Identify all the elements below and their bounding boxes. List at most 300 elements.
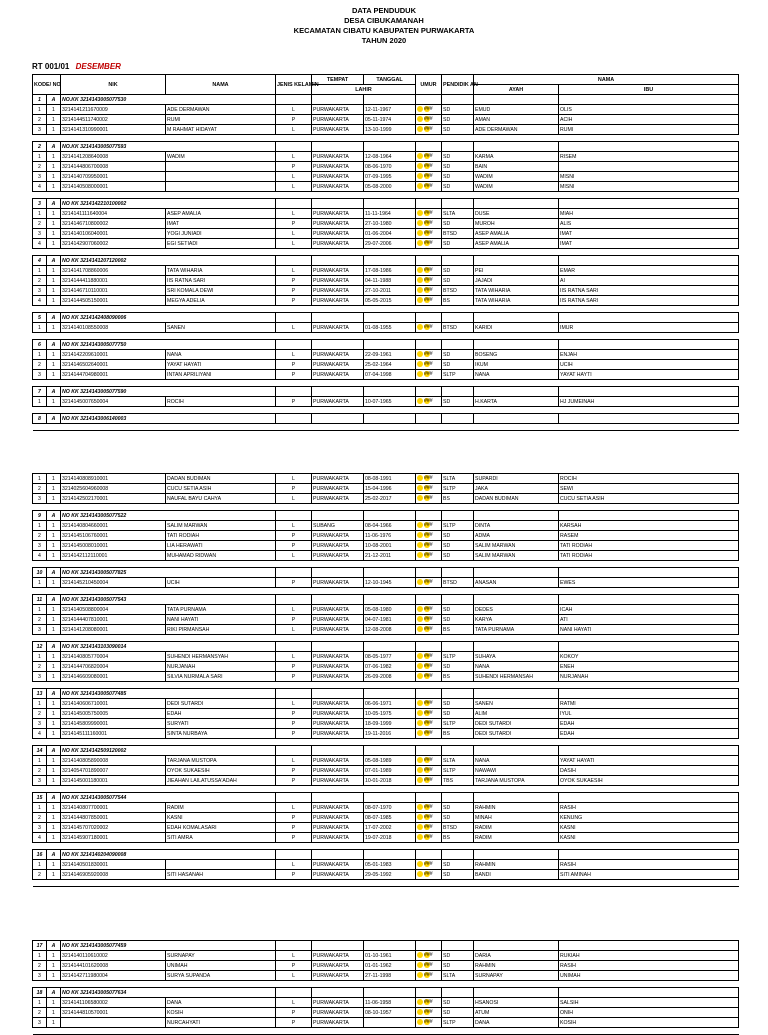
- education-cell: SD: [442, 397, 474, 407]
- spacer-cell: [33, 135, 47, 142]
- table-row: [33, 803, 739, 813]
- spacer-cell: [559, 135, 739, 142]
- spacer-cell: [47, 981, 61, 988]
- name-cell: WADIM: [166, 152, 276, 162]
- table-row: [33, 813, 739, 823]
- spacer-cell: [47, 504, 61, 511]
- age-cell: [416, 756, 442, 766]
- name-cell: NAUFAL BAYU CAHYA: [166, 494, 276, 504]
- empty-cell: [416, 988, 442, 998]
- father-cell: SURNAPAY: [474, 971, 559, 981]
- birthdate-cell: 29-05-1992: [364, 870, 416, 880]
- birthplace-cell: PURWAKARTA: [312, 860, 364, 870]
- age-cell: [416, 998, 442, 1008]
- row-code: 1: [47, 823, 61, 833]
- spacer-row: [33, 843, 739, 850]
- empty-cell: [474, 313, 559, 323]
- mother-cell: EMAR: [559, 266, 739, 276]
- spacer-cell: [364, 380, 416, 387]
- age-value: ###: [424, 371, 433, 378]
- row-no: 2: [33, 813, 47, 823]
- father-cell: WADIM: [474, 172, 559, 182]
- father-cell: KARMA: [474, 152, 559, 162]
- mother-cell: HJ JUMEINAH: [559, 397, 739, 407]
- nik-cell: 3214144407810001: [61, 615, 166, 625]
- empty-cell: [276, 387, 312, 397]
- nik-cell: 3214145809990001: [61, 719, 166, 729]
- empty-cell: [474, 793, 559, 803]
- nik-cell: 3214145707020002: [61, 823, 166, 833]
- empty-cell: [416, 199, 442, 209]
- gender-cell: L: [276, 350, 312, 360]
- father-cell: HSANOSI: [474, 998, 559, 1008]
- birthplace-cell: PURWAKARTA: [312, 531, 364, 541]
- spacer-cell: [312, 407, 364, 414]
- spacer-cell: [166, 682, 276, 689]
- father-cell: MUROH: [474, 219, 559, 229]
- family-kk-number: NO KK 3214143006140003: [61, 414, 276, 424]
- age-value: ###: [424, 277, 433, 284]
- row-no: 1: [33, 803, 47, 813]
- empty-cell: [442, 689, 474, 699]
- age-value: ###: [424, 673, 433, 680]
- nik-cell: 3214141106580002: [61, 998, 166, 1008]
- spacer-cell: [474, 407, 559, 414]
- spacer-cell: [364, 249, 416, 256]
- spacer-cell: [166, 635, 276, 642]
- mother-cell: EDAH: [559, 729, 739, 739]
- empty-cell: [364, 568, 416, 578]
- age-cell: [416, 229, 442, 239]
- education-cell: SD: [442, 615, 474, 625]
- spacer-cell: [559, 561, 739, 568]
- age-value: ###: [424, 542, 433, 549]
- birthdate-cell: 22-09-1961: [364, 350, 416, 360]
- empty-cell: [559, 689, 739, 699]
- spacer-row: [33, 135, 739, 142]
- spacer-cell: [276, 843, 312, 850]
- table-row: [33, 998, 739, 1008]
- nik-cell: 3214140709950001: [61, 172, 166, 182]
- age-cell: [416, 105, 442, 115]
- family-kk-number: NO KK 3214143005077544: [61, 793, 276, 803]
- father-cell: ANASAN: [474, 578, 559, 588]
- gender-cell: L: [276, 699, 312, 709]
- spacer-cell: [442, 635, 474, 642]
- age-value: ###: [424, 834, 433, 841]
- spacer-cell: [312, 192, 364, 199]
- row-no: 2: [33, 219, 47, 229]
- row-code: 1: [47, 152, 61, 162]
- spacer-cell: [364, 635, 416, 642]
- birthplace-cell: PURWAKARTA: [312, 397, 364, 407]
- education-cell: SD: [442, 813, 474, 823]
- row-code: 1: [47, 776, 61, 786]
- nik-cell: 3214145001180001: [61, 776, 166, 786]
- mother-cell: UCIH: [559, 360, 739, 370]
- birthdate-cell: 05-08-1989: [364, 756, 416, 766]
- birthdate-cell: 06-06-1971: [364, 699, 416, 709]
- row-code: 1: [47, 803, 61, 813]
- gender-cell: P: [276, 719, 312, 729]
- education-cell: SLTP: [442, 484, 474, 494]
- empty-cell: [442, 340, 474, 350]
- gender-cell: P: [276, 813, 312, 823]
- family-kk-number: NO KK 3214143005077485: [61, 689, 276, 699]
- education-cell: BS: [442, 494, 474, 504]
- age-cell: [416, 719, 442, 729]
- table-row: [33, 105, 739, 115]
- age-marker-icon: [417, 210, 423, 216]
- row-no: 1: [33, 578, 47, 588]
- mother-cell: ROCIH: [559, 474, 739, 484]
- birthplace-cell: PURWAKARTA: [312, 286, 364, 296]
- title-line-2: DESA CIBUKAMANAH: [344, 16, 424, 25]
- row-code: 1: [47, 531, 61, 541]
- family-header-row: [33, 313, 739, 323]
- family-code: A: [47, 988, 61, 998]
- row-code: 1: [47, 266, 61, 276]
- spacer-cell: [312, 786, 364, 793]
- gender-cell: P: [276, 360, 312, 370]
- age-cell: [416, 266, 442, 276]
- father-cell: RADIM: [474, 823, 559, 833]
- gender-cell: P: [276, 961, 312, 971]
- age-cell: [416, 531, 442, 541]
- spacer-cell: [33, 424, 47, 431]
- education-cell: BS: [442, 672, 474, 682]
- col-umur: UMUR: [416, 75, 442, 95]
- row-code: 1: [47, 296, 61, 306]
- spacer-row: [33, 380, 739, 387]
- spacer-cell: [166, 1028, 276, 1035]
- education-cell: SD: [442, 699, 474, 709]
- name-cell: NANA: [166, 350, 276, 360]
- age-cell: [416, 360, 442, 370]
- empty-cell: [312, 313, 364, 323]
- row-no: 1: [33, 605, 47, 615]
- mother-cell: IMAT: [559, 229, 739, 239]
- age-marker-icon: [417, 495, 423, 501]
- table-row: [33, 125, 739, 135]
- birthdate-cell: 11-06-1958: [364, 998, 416, 1008]
- spacer-cell: [364, 739, 416, 746]
- nik-cell: 3214140808910001: [61, 474, 166, 484]
- row-code: 1: [47, 719, 61, 729]
- row-code: 1: [47, 541, 61, 551]
- mother-cell: IMUR: [559, 323, 739, 333]
- education-cell: SD: [442, 239, 474, 249]
- birthdate-cell: 17-07-2002: [364, 823, 416, 833]
- birthplace-cell: PURWAKARTA: [312, 709, 364, 719]
- age-marker-icon: [417, 626, 423, 632]
- mother-cell: MISNI: [559, 172, 739, 182]
- spacer-cell: [364, 333, 416, 340]
- nik-cell: 3214144101620008: [61, 961, 166, 971]
- row-code: 1: [47, 182, 61, 192]
- row-code: 1: [47, 397, 61, 407]
- age-marker-icon: [417, 106, 423, 112]
- empty-cell: [416, 746, 442, 756]
- table-row: [33, 296, 739, 306]
- row-code: 1: [47, 219, 61, 229]
- nik-cell: 3214146905920008: [61, 870, 166, 880]
- education-cell: SLTP: [442, 370, 474, 380]
- spacer-cell: [166, 249, 276, 256]
- age-cell: [416, 971, 442, 981]
- empty-cell: [364, 988, 416, 998]
- row-no: 1: [33, 209, 47, 219]
- family-kk-number: NO KK 3214143005077522: [61, 511, 276, 521]
- spacer-cell: [474, 249, 559, 256]
- gender-cell: P: [276, 615, 312, 625]
- spacer-cell: [416, 739, 442, 746]
- spacer-cell: [61, 192, 166, 199]
- age-cell: [416, 551, 442, 561]
- empty-cell: [474, 199, 559, 209]
- father-cell: DEDI SUTARDI: [474, 729, 559, 739]
- spacer-cell: [276, 192, 312, 199]
- empty-cell: [442, 387, 474, 397]
- family-code: A: [47, 387, 61, 397]
- empty-cell: [416, 313, 442, 323]
- empty-cell: [312, 387, 364, 397]
- family-code: A: [47, 689, 61, 699]
- nik-cell: 3214140501830001: [61, 860, 166, 870]
- gender-cell: P: [276, 776, 312, 786]
- table-row: [33, 229, 739, 239]
- row-no: 3: [33, 776, 47, 786]
- empty-cell: [364, 313, 416, 323]
- row-no: 3: [33, 125, 47, 135]
- education-cell: SD: [442, 998, 474, 1008]
- empty-cell: [312, 689, 364, 699]
- spacer-cell: [474, 561, 559, 568]
- spacer-cell: [61, 682, 166, 689]
- row-code: 1: [47, 209, 61, 219]
- empty-cell: [474, 142, 559, 152]
- age-marker-icon: [417, 871, 423, 877]
- family-number: 11: [33, 595, 47, 605]
- row-no: 2: [33, 870, 47, 880]
- family-kk-number: NO KK 3214141207120002: [61, 256, 276, 266]
- empty-cell: [276, 313, 312, 323]
- spacer-cell: [312, 504, 364, 511]
- empty-cell: [474, 689, 559, 699]
- family-header-row: [33, 689, 739, 699]
- father-cell: SUHENDI HERMANSAH: [474, 672, 559, 682]
- name-cell: INTAN APRILIYANI: [166, 370, 276, 380]
- table-row: [33, 860, 739, 870]
- age-marker-icon: [417, 324, 423, 330]
- age-marker-icon: [417, 173, 423, 179]
- row-code: 1: [47, 662, 61, 672]
- mother-cell: IIS RATNA SARI: [559, 296, 739, 306]
- row-code: 1: [47, 833, 61, 843]
- age-value: ###: [424, 324, 433, 331]
- age-marker-icon: [417, 814, 423, 820]
- birthdate-cell: 25-02-1964: [364, 360, 416, 370]
- empty-cell: [364, 256, 416, 266]
- row-code: 1: [47, 961, 61, 971]
- rt-label: [32, 62, 121, 71]
- father-cell: SANEN: [474, 699, 559, 709]
- empty-cell: [559, 414, 739, 424]
- spacer-cell: [276, 424, 312, 431]
- age-value: ###: [424, 606, 433, 613]
- spacer-cell: [364, 588, 416, 595]
- name-cell: NURCAHYATI: [166, 1018, 276, 1028]
- empty-cell: [559, 511, 739, 521]
- birthdate-cell: 08-07-1985: [364, 813, 416, 823]
- education-cell: SD: [442, 531, 474, 541]
- mother-cell: [559, 162, 739, 172]
- name-cell: RIKI PIRMANSAH: [166, 625, 276, 635]
- spacer-cell: [559, 504, 739, 511]
- father-cell: RADIM: [474, 833, 559, 843]
- gender-cell: P: [276, 541, 312, 551]
- family-number: 3: [33, 199, 47, 209]
- rt-number: RT 001/01: [32, 62, 70, 71]
- birthdate-cell: 01-08-1955: [364, 323, 416, 333]
- empty-cell: [474, 256, 559, 266]
- birthdate-cell: 08-10-1957: [364, 1008, 416, 1018]
- age-cell: [416, 870, 442, 880]
- gender-cell: L: [276, 494, 312, 504]
- spacer-cell: [166, 504, 276, 511]
- table-row: [33, 266, 739, 276]
- age-value: ###: [424, 1009, 433, 1016]
- gender-cell: L: [276, 803, 312, 813]
- row-no: 4: [33, 729, 47, 739]
- age-marker-icon: [417, 371, 423, 377]
- education-cell: SD: [442, 125, 474, 135]
- nik-cell: 3214145907180001: [61, 833, 166, 843]
- spacer-row: [33, 561, 739, 568]
- mother-cell: KENUNG: [559, 813, 739, 823]
- row-no: 4: [33, 551, 47, 561]
- spacer-cell: [276, 504, 312, 511]
- father-cell: IKUM: [474, 360, 559, 370]
- gender-cell: P: [276, 709, 312, 719]
- table-row: [33, 766, 739, 776]
- mother-cell: NANI HAYATI: [559, 625, 739, 635]
- nik-cell: 3214140108550008: [61, 323, 166, 333]
- row-code: 1: [47, 766, 61, 776]
- family-kk-number: NO KK 3214143005077750: [61, 340, 276, 350]
- row-code: 1: [47, 1018, 61, 1028]
- birthplace-cell: PURWAKARTA: [312, 115, 364, 125]
- nik-cell: 3214142907060002: [61, 239, 166, 249]
- gender-cell: L: [276, 105, 312, 115]
- gender-cell: P: [276, 833, 312, 843]
- spacer-cell: [312, 249, 364, 256]
- spacer-cell: [166, 786, 276, 793]
- spacer-cell: [442, 588, 474, 595]
- birthdate-cell: 19-11-2016: [364, 729, 416, 739]
- birthplace-cell: PURWAKARTA: [312, 229, 364, 239]
- gender-cell: P: [276, 870, 312, 880]
- birthplace-cell: PURWAKARTA: [312, 360, 364, 370]
- table-row: [33, 182, 739, 192]
- spacer-cell: [166, 981, 276, 988]
- age-marker-icon: [417, 777, 423, 783]
- spacer-cell: [33, 306, 47, 313]
- age-value: ###: [424, 1019, 433, 1026]
- birthdate-cell: 15-04-1996: [364, 484, 416, 494]
- nik-cell: 3214145008010001: [61, 541, 166, 551]
- nik-cell: 3214145111160001: [61, 729, 166, 739]
- family-header-row: [33, 340, 739, 350]
- father-cell: TATA WIHARIA: [474, 286, 559, 296]
- spacer-cell: [559, 843, 739, 850]
- age-value: ###: [424, 297, 433, 304]
- birthplace-cell: PURWAKARTA: [312, 961, 364, 971]
- row-code: 1: [47, 484, 61, 494]
- spacer-cell: [61, 739, 166, 746]
- birthdate-cell: 17-08-1986: [364, 266, 416, 276]
- nik-cell: 3214141708860006: [61, 266, 166, 276]
- spacer-cell: [442, 407, 474, 414]
- table-row: [33, 823, 739, 833]
- nik-cell: 3214054701890007: [61, 766, 166, 776]
- table-row: [33, 484, 739, 494]
- spacer-cell: [166, 424, 276, 431]
- name-cell: NURJANAH: [166, 662, 276, 672]
- nik-cell: 3214140106040001: [61, 229, 166, 239]
- mother-cell: KOKOY: [559, 652, 739, 662]
- age-cell: [416, 961, 442, 971]
- row-no: 3: [33, 172, 47, 182]
- age-marker-icon: [417, 1019, 423, 1025]
- birthdate-cell: 07-09-1995: [364, 172, 416, 182]
- empty-cell: [474, 95, 559, 105]
- row-no: 3: [33, 286, 47, 296]
- empty-cell: [312, 340, 364, 350]
- population-table-1: [32, 74, 739, 431]
- family-header-row: [33, 850, 739, 860]
- gender-cell: P: [276, 115, 312, 125]
- family-code: A: [47, 95, 61, 105]
- age-marker-icon: [417, 824, 423, 830]
- empty-cell: [364, 941, 416, 951]
- family-code: A: [47, 746, 61, 756]
- age-value: ###: [424, 730, 433, 737]
- father-cell: DUSE: [474, 209, 559, 219]
- spacer-cell: [312, 424, 364, 431]
- table-row: [33, 578, 739, 588]
- birthdate-cell: 08-05-1977: [364, 652, 416, 662]
- gender-cell: L: [276, 951, 312, 961]
- spacer-cell: [312, 880, 364, 887]
- mother-cell: ICAH: [559, 605, 739, 615]
- father-cell: SUHAYA: [474, 652, 559, 662]
- education-cell: SD: [442, 115, 474, 125]
- row-no: 3: [33, 823, 47, 833]
- gender-cell: P: [276, 766, 312, 776]
- name-cell: MEGYA ADELIA: [166, 296, 276, 306]
- name-cell: YAYAT HAYATI: [166, 360, 276, 370]
- empty-cell: [312, 595, 364, 605]
- empty-cell: [276, 142, 312, 152]
- spacer-cell: [276, 1028, 312, 1035]
- spacer-row: [33, 682, 739, 689]
- spacer-cell: [559, 407, 739, 414]
- age-cell: [416, 615, 442, 625]
- mother-cell: YAYAT HAYTI: [559, 370, 739, 380]
- father-cell: KARYA: [474, 615, 559, 625]
- empty-cell: [416, 387, 442, 397]
